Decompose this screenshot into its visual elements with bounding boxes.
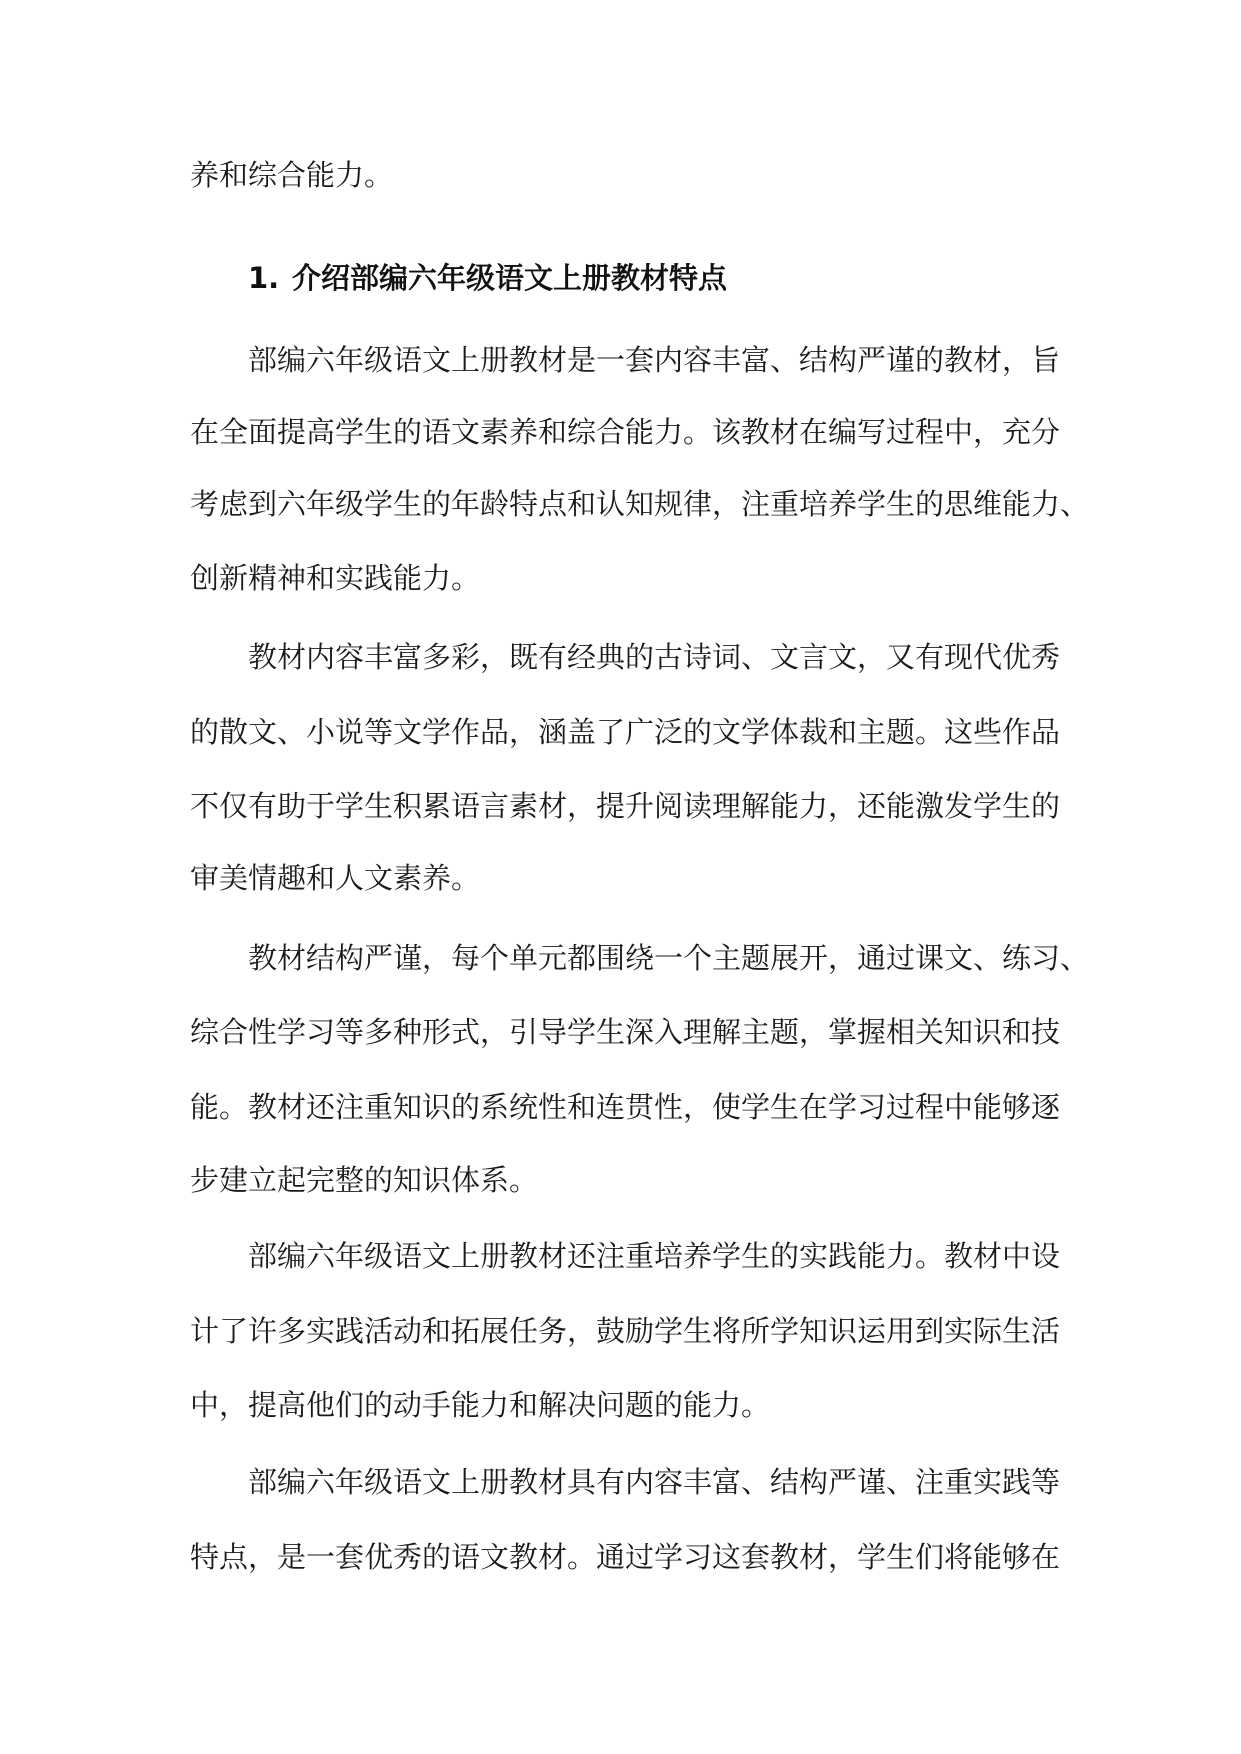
paragraph-4-line-2: 计了许多实践活动和拓展任务，鼓励学生将所学知识运用到实际生活 xyxy=(190,1314,1061,1348)
fragment-line: 养和综合能力。 xyxy=(190,158,394,192)
paragraph-1-line-3: 考虑到六年级学生的年龄特点和认知规律，注重培养学生的思维能力、 xyxy=(190,487,1090,521)
paragraph-5-line-2: 特点，是一套优秀的语文教材。通过学习这套教材，学生们将能够在 xyxy=(190,1540,1061,1574)
paragraph-4-line-3: 中，提高他们的动手能力和解决问题的能力。 xyxy=(190,1388,771,1422)
paragraph-3-line-4: 步建立起完整的知识体系。 xyxy=(190,1163,539,1197)
paragraph-3-line-3: 能。教材还注重知识的系统性和连贯性，使学生在学习过程中能够逐 xyxy=(190,1090,1061,1124)
paragraph-1-line-1: 部编六年级语文上册教材是一套内容丰富、结构严谨的教材，旨 xyxy=(248,343,1061,377)
paragraph-1-line-2: 在全面提高学生的语文素养和综合能力。该教材在编写过程中，充分 xyxy=(190,415,1061,449)
paragraph-2-line-1: 教材内容丰富多彩，既有经典的古诗词、文言文，又有现代优秀 xyxy=(248,640,1061,674)
paragraph-5-line-1: 部编六年级语文上册教材具有内容丰富、结构严谨、注重实践等 xyxy=(248,1465,1061,1499)
paragraph-2-line-3: 不仅有助于学生积累语言素材，提升阅读理解能力，还能激发学生的 xyxy=(190,789,1061,823)
paragraph-1-line-4: 创新精神和实践能力。 xyxy=(190,561,481,595)
paragraph-3-line-2: 综合性学习等多种形式，引导学生深入理解主题，掌握相关知识和技 xyxy=(190,1015,1061,1049)
paragraph-2-line-4: 审美情趣和人文素养。 xyxy=(190,861,481,895)
section-number: 1. xyxy=(248,261,280,295)
paragraph-4-line-1: 部编六年级语文上册教材还注重培养学生的实践能力。教材中设 xyxy=(248,1239,1061,1273)
section-title: 介绍部编六年级语文上册教材特点 xyxy=(292,261,728,295)
paragraph-3-line-1: 教材结构严谨，每个单元都围绕一个主题展开，通过课文、练习、 xyxy=(248,941,1090,975)
section-heading xyxy=(248,258,727,298)
paragraph-2-line-2: 的散文、小说等文学作品，涵盖了广泛的文学体裁和主题。这些作品 xyxy=(190,715,1061,749)
